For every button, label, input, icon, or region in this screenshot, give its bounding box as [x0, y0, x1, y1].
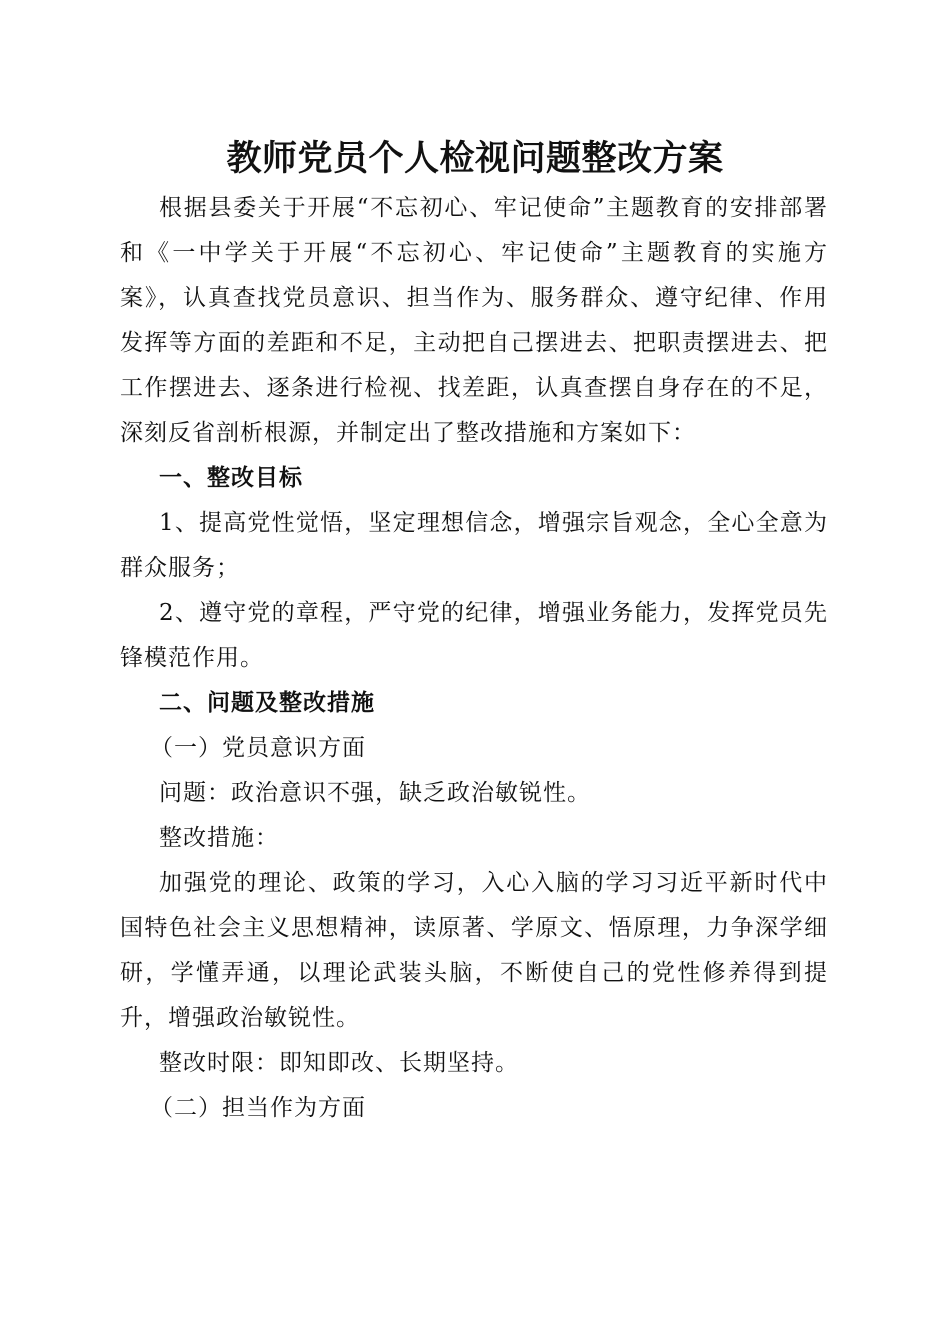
problem-statement: 问题：政治意识不强，缺乏政治敏锐性。 [159, 780, 591, 806]
document-body [120, 186, 828, 1131]
goal-item-1: 1、提高党性觉悟，坚定理想信念，增强宗旨观念，全心全意为群众服务； [120, 510, 828, 581]
subsection-heading-responsibility: （二）担当作为方面 [150, 1095, 366, 1121]
section-heading-problems: 二、问题及整改措施 [159, 690, 375, 716]
measures-label: 整改措施： [159, 825, 279, 851]
deadline-statement: 整改时限：即知即改、长期坚持。 [159, 1050, 519, 1076]
section-heading-goals: 一、整改目标 [159, 465, 303, 491]
goal-item-2: 2、遵守党的章程，严守党的纪律，增强业务能力，发挥党员先锋模范作用。 [120, 600, 828, 671]
intro-paragraph: 根据县委关于开展“不忘初心、牢记使命”主题教育的安排部署和《一中学关于开展“不忘初心、牢记使命”主题教育的实施方案》，认真查找党员意识、担当作为、服务群众、遵守纪律、作用发挥等方面的差距和不足，主动把自己摆进去、把职责摆进去、把工作摆进去、逐条进行检视、找差距，认真查摆自身存在的不足，深刻反省剖析根源，并制定出了整改措施和方案如下： [120, 195, 828, 446]
measures-paragraph: 加强党的理论、政策的学习，入心入脑的学习习近平新时代中国特色社会主义思想精神，读原著、学原文、悟原理，力争深学细研，学懂弄通，以理论武装头脑，不断使自己的党性修养得到提升，增强政治敏锐性。 [120, 870, 828, 1031]
subsection-heading-party-awareness: （一）党员意识方面 [150, 735, 366, 761]
document-title: 教师党员个人检视问题整改方案 [226, 138, 724, 179]
